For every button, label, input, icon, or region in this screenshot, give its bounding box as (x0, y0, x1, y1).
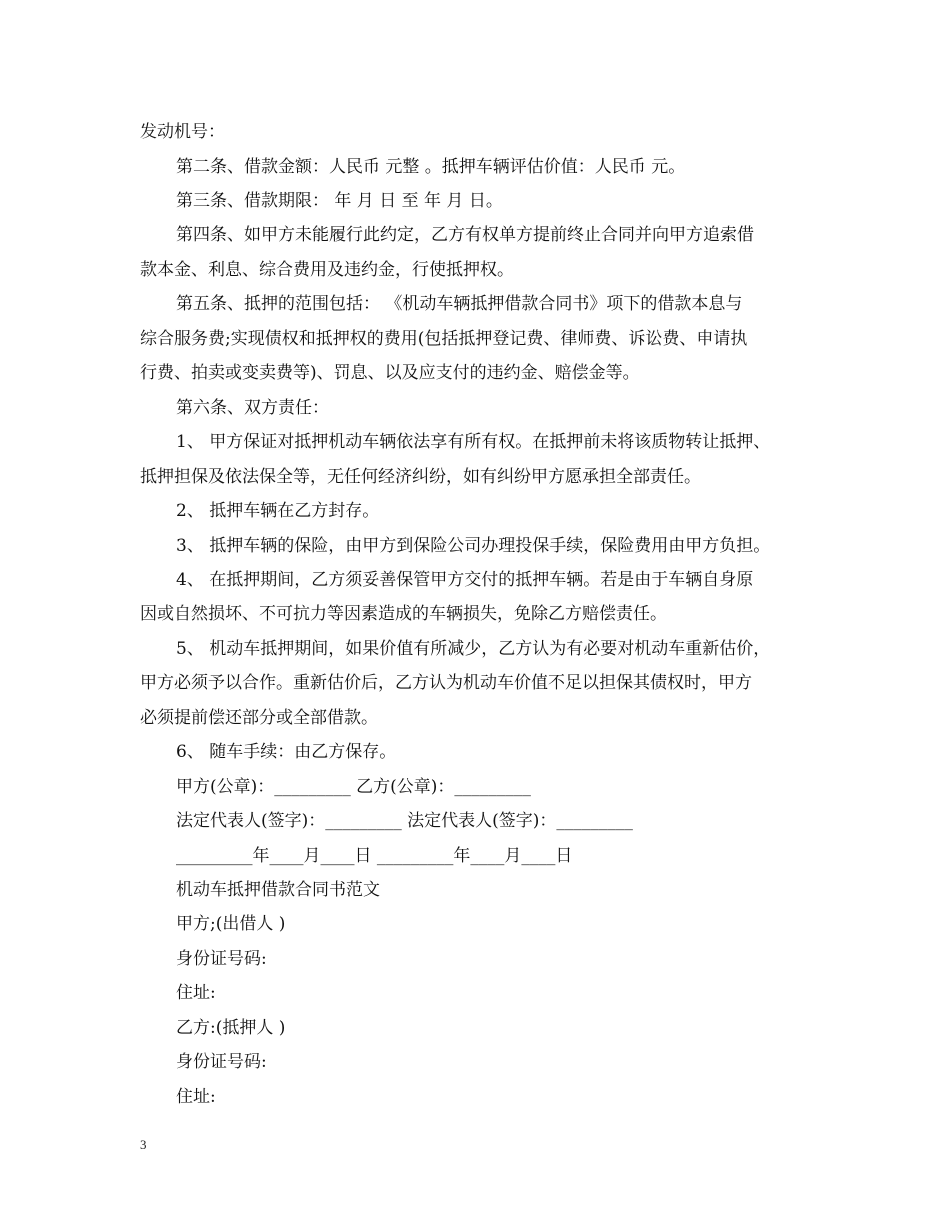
item-2: 2、 抵押车辆在乙方封存。 (176, 501, 380, 521)
party-a-id: 身份证号码: (176, 949, 267, 969)
party-b-id: 身份证号码: (176, 1052, 267, 1072)
clause-5: 第五条、抵押的范围包括： 《机动车辆抵押借款合同书》项下的借款本息与 (176, 294, 743, 314)
item-5: 5、 机动车抵押期间，如果价值有所减少，乙方认为有必要对机动车重新估价， (176, 639, 771, 659)
party-a: 甲方;(出借人 ) (176, 914, 286, 934)
text-line: 抵押担保及依法保全等，无任何经济纠纷，如有纠纷甲方愿承担全部责任。 (140, 467, 701, 487)
text-line: 必须提前偿还部分或全部借款。 (140, 708, 378, 728)
signature-line: 法定代表人(签字)：_________ 法定代表人(签字)：_________ (176, 811, 633, 831)
clause-6: 第六条、双方责任： (176, 398, 329, 418)
item-6: 6、 随车手续：由乙方保存。 (176, 742, 397, 762)
party-b-address: 住址: (176, 1087, 216, 1107)
item-3: 3、 抵押车辆的保险，由甲方到保险公司办理投保手续，保险费用由甲方负担。 (176, 536, 771, 556)
seal-line: 甲方(公章)：_________ 乙方(公章)：_________ (176, 777, 531, 797)
text-line: 综合服务费;实现债权和抵押权的费用(包括抵押登记费、律师费、诉讼费、申请执 (140, 329, 748, 349)
party-a-address: 住址: (176, 983, 216, 1003)
item-4: 4、 在抵押期间，乙方须妥善保管甲方交付的抵押车辆。若是由于车辆自身原 (176, 570, 754, 590)
text-line: 发动机号： (140, 122, 225, 142)
item-1: 1、 甲方保证对抵押机动车辆依法享有所有权。在抵押前未将该质物转让抵押、 (176, 432, 771, 452)
text-line: 因或自然损坏、不可抗力等因素造成的车辆损失，免除乙方赔偿责任。 (140, 604, 667, 624)
party-b: 乙方:(抵押人 ) (176, 1018, 286, 1038)
section-title: 机动车抵押借款合同书范文 (176, 880, 380, 900)
text-line: 款本金、利息、综合费用及违约金，行使抵押权。 (140, 260, 514, 280)
text-line: 行费、拍卖或变卖费等)、罚息、以及应支付的违约金、赔偿金等。 (140, 363, 640, 383)
date-line: _________年____月____日 _________年____月____日 (176, 846, 573, 866)
page-number: 3 (140, 1137, 147, 1152)
clause-4: 第四条、如甲方未能履行此约定，乙方有权单方提前终止合同并向甲方追索借 (176, 225, 754, 245)
clause-3: 第三条、借款期限： 年 月 日 至 年 月 日。 (176, 191, 503, 211)
text-line: 甲方必须予以合作。重新估价后，乙方认为机动车价值不足以担保其债权时，甲方 (140, 673, 752, 693)
clause-2: 第二条、借款金额：人民币 元整 。抵押车辆评估价值：人民币 元。 (176, 157, 686, 177)
